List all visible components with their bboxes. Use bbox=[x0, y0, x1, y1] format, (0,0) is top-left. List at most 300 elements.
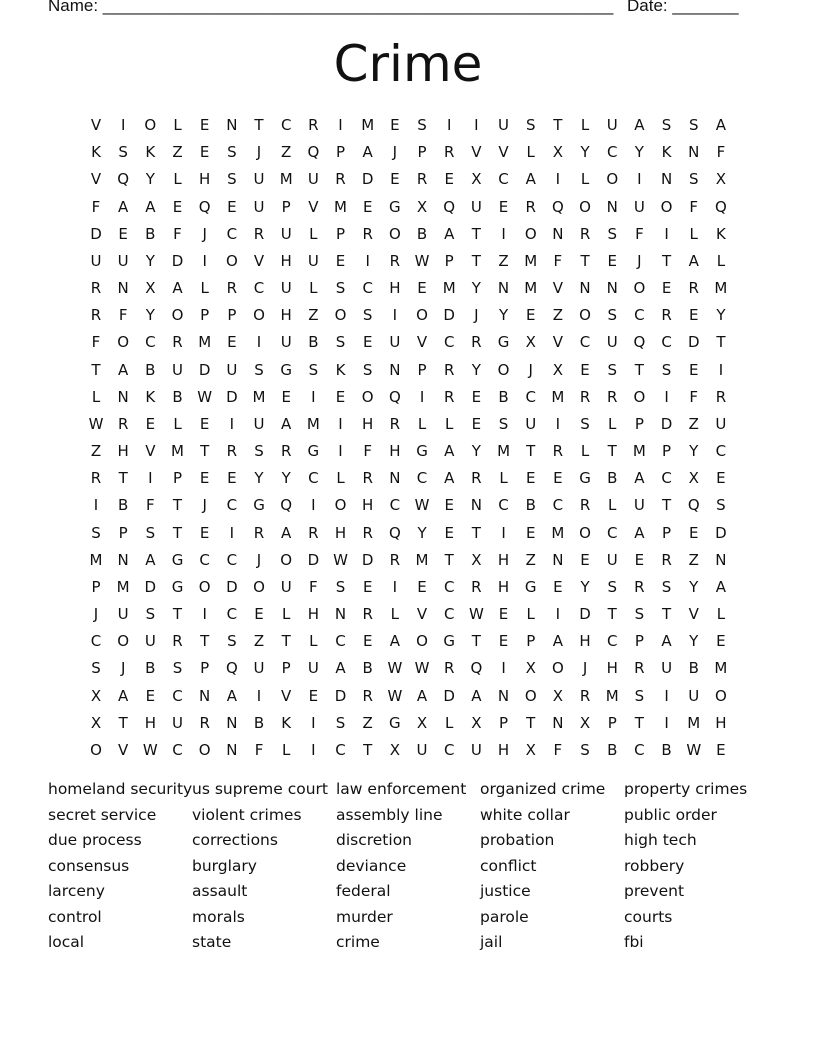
grid-letter: E bbox=[661, 279, 672, 298]
grid-letter: C bbox=[443, 577, 455, 596]
grid-letter: P bbox=[91, 577, 101, 596]
grid-letter: U bbox=[715, 414, 727, 433]
grid-letter: L bbox=[173, 116, 182, 134]
grid-letter: I bbox=[120, 116, 126, 134]
grid-letter: P bbox=[526, 632, 536, 651]
grid-letter: I bbox=[148, 469, 153, 488]
grid-letter: N bbox=[389, 360, 401, 379]
grid-letter: O bbox=[524, 686, 537, 705]
grid-letter: D bbox=[660, 414, 673, 433]
grid-letter: D bbox=[171, 251, 184, 270]
grid-letter: X bbox=[525, 659, 536, 678]
grid-letter: I bbox=[446, 116, 452, 134]
grid-letter: C bbox=[634, 740, 645, 759]
grid-letter: U bbox=[253, 170, 265, 189]
grid-letter: O bbox=[579, 306, 591, 325]
grid-letter: Y bbox=[580, 143, 590, 162]
grid-letter: E bbox=[417, 279, 427, 298]
grid-letter: M bbox=[551, 523, 565, 542]
grid-letter: R bbox=[308, 523, 319, 542]
grid-letter: G bbox=[416, 442, 428, 461]
word-bank-item: violent crimes bbox=[192, 805, 302, 824]
grid-letter: L bbox=[499, 469, 508, 488]
grid-letter: U bbox=[633, 197, 645, 216]
grid-letter: N bbox=[606, 279, 618, 298]
grid-letter: E bbox=[688, 360, 699, 379]
word-bank-item: property crimes bbox=[624, 780, 748, 798]
grid-letter: U bbox=[661, 659, 673, 678]
grid-letter: E bbox=[254, 605, 264, 624]
grid-letter: V bbox=[90, 116, 102, 134]
grid-letter: O bbox=[117, 632, 130, 651]
grid-letter: R bbox=[389, 251, 401, 270]
grid-letter: Q bbox=[307, 143, 320, 162]
grid-letter: N bbox=[117, 550, 129, 569]
grid-letter: F bbox=[118, 306, 128, 325]
grid-letter: T bbox=[254, 116, 264, 134]
grid-letter: U bbox=[144, 632, 156, 651]
grid-letter: T bbox=[471, 251, 481, 270]
grid-letter: B bbox=[253, 713, 265, 732]
grid-letter: X bbox=[552, 686, 564, 705]
grid-letter: C bbox=[634, 306, 645, 325]
grid-letter: H bbox=[497, 577, 510, 596]
grid-letter: B bbox=[525, 496, 536, 515]
grid-letter: E bbox=[118, 224, 128, 243]
grid-letter: H bbox=[389, 442, 401, 461]
grid-letter: N bbox=[552, 550, 564, 569]
word-bank-item: robbery bbox=[624, 856, 685, 875]
word-bank-item: assault bbox=[192, 882, 248, 900]
grid-letter: N bbox=[552, 713, 564, 732]
grid-letter: J bbox=[120, 659, 126, 678]
grid-letter: E bbox=[498, 197, 509, 216]
grid-letter: C bbox=[308, 469, 319, 488]
grid-letter: E bbox=[498, 632, 509, 651]
grid-letter: E bbox=[716, 469, 726, 488]
grid-letter: M bbox=[198, 333, 212, 352]
grid-letter: D bbox=[361, 550, 374, 569]
grid-letter: T bbox=[118, 713, 128, 732]
grid-letter: K bbox=[145, 143, 156, 162]
grid-letter: I bbox=[311, 740, 316, 759]
grid-letter: T bbox=[172, 496, 183, 515]
grid-letter: Q bbox=[443, 197, 456, 216]
word-bank-item: fbi bbox=[624, 933, 644, 951]
grid-letter: O bbox=[117, 333, 130, 352]
grid-letter: R bbox=[362, 469, 373, 488]
grid-letter: M bbox=[306, 414, 320, 433]
grid-letter: Z bbox=[688, 414, 699, 433]
grid-letter: R bbox=[199, 713, 210, 732]
grid-letter: U bbox=[280, 279, 292, 298]
grid-letter: D bbox=[687, 333, 700, 352]
grid-letter: L bbox=[200, 279, 209, 298]
grid-letter: S bbox=[118, 143, 128, 162]
grid-letter: E bbox=[227, 197, 237, 216]
grid-letter: K bbox=[661, 143, 672, 162]
grid-letter: N bbox=[497, 279, 510, 298]
grid-letter: I bbox=[501, 523, 506, 542]
grid-letter: C bbox=[606, 523, 618, 542]
grid-letter: B bbox=[607, 469, 618, 488]
grid-letter: E bbox=[716, 740, 726, 759]
grid-letter: Q bbox=[715, 197, 727, 216]
word-bank-item: local bbox=[48, 933, 85, 951]
word-bank-item: parole bbox=[480, 907, 529, 926]
grid-letter: S bbox=[607, 360, 617, 379]
grid-letter: R bbox=[471, 333, 482, 352]
grid-letter: S bbox=[145, 523, 156, 542]
grid-letter: O bbox=[633, 279, 646, 298]
grid-letter: G bbox=[171, 577, 184, 596]
grid-letter: U bbox=[226, 360, 238, 379]
grid-letter: L bbox=[716, 605, 726, 624]
grid-letter: C bbox=[226, 224, 238, 243]
grid-letter: E bbox=[607, 251, 617, 270]
grid-letter: Y bbox=[471, 360, 481, 379]
grid-letter: I bbox=[311, 713, 316, 732]
grid-letter: U bbox=[307, 170, 319, 189]
grid-letter: E bbox=[525, 523, 536, 542]
grid-letter: D bbox=[144, 577, 157, 596]
grid-letter: V bbox=[253, 251, 265, 270]
grid-letter: I bbox=[338, 116, 343, 134]
grid-letter: M bbox=[116, 577, 130, 596]
grid-letter: E bbox=[390, 170, 400, 189]
grid-letter: P bbox=[634, 414, 644, 433]
grid-letter: W bbox=[197, 387, 213, 406]
grid-letter: Q bbox=[198, 197, 211, 216]
grid-letter: T bbox=[471, 523, 481, 542]
grid-letter: L bbox=[580, 442, 590, 461]
grid-letter: N bbox=[334, 605, 347, 624]
grid-letter: H bbox=[280, 306, 292, 325]
grid-letter: L bbox=[309, 279, 318, 298]
grid-letter: S bbox=[362, 306, 373, 325]
grid-letter: U bbox=[117, 251, 129, 270]
grid-letter: T bbox=[661, 496, 672, 515]
grid-letter: T bbox=[607, 442, 617, 461]
grid-letter: Q bbox=[633, 333, 646, 352]
grid-letter: Z bbox=[172, 143, 183, 162]
grid-letter: E bbox=[444, 496, 454, 515]
grid-letter: U bbox=[606, 333, 618, 352]
word-bank-item: assembly line bbox=[336, 805, 443, 824]
grid-letter: J bbox=[637, 251, 642, 270]
grid-letter: R bbox=[443, 360, 455, 379]
grid-letter: A bbox=[715, 116, 727, 134]
grid-letter: I bbox=[229, 414, 235, 433]
grid-letter: O bbox=[253, 306, 265, 325]
grid-letter: P bbox=[335, 143, 346, 162]
grid-letter: P bbox=[607, 713, 617, 732]
grid-letter: H bbox=[606, 659, 618, 678]
grid-letter: Y bbox=[145, 251, 155, 270]
grid-letter: O bbox=[198, 577, 211, 596]
grid-letter: N bbox=[226, 116, 238, 134]
grid-letter: O bbox=[715, 686, 727, 705]
grid-letter: J bbox=[202, 496, 207, 515]
grid-letter: G bbox=[280, 360, 292, 379]
grid-letter: S bbox=[498, 414, 509, 433]
grid-letter: U bbox=[470, 740, 482, 759]
grid-letter: E bbox=[688, 523, 699, 542]
grid-letter: N bbox=[226, 740, 238, 759]
grid-letter: Z bbox=[552, 306, 564, 325]
grid-letter: F bbox=[553, 740, 563, 759]
grid-letter: T bbox=[172, 605, 183, 624]
grid-letter: S bbox=[580, 414, 590, 433]
grid-letter: S bbox=[661, 360, 672, 379]
grid-letter: B bbox=[607, 740, 618, 759]
grid-letter: R bbox=[471, 469, 482, 488]
grid-letter: R bbox=[661, 550, 672, 569]
grid-letter: A bbox=[634, 523, 645, 542]
grid-letter: E bbox=[172, 197, 183, 216]
grid-letter: I bbox=[637, 170, 642, 189]
word-bank-item: prevent bbox=[624, 882, 685, 900]
grid-letter: C bbox=[335, 740, 346, 759]
grid-letter: V bbox=[498, 143, 509, 162]
grid-letter: V bbox=[145, 442, 156, 461]
grid-letter: J bbox=[392, 143, 398, 162]
grid-letter: C bbox=[226, 496, 238, 515]
grid-letter: Y bbox=[716, 306, 726, 325]
grid-letter: O bbox=[144, 116, 157, 134]
grid-letter: K bbox=[281, 713, 292, 732]
grid-letter: A bbox=[634, 469, 645, 488]
grid-letter: T bbox=[172, 523, 183, 542]
grid-letter: L bbox=[608, 496, 617, 515]
grid-letter: P bbox=[172, 469, 183, 488]
grid-letter: V bbox=[308, 197, 319, 216]
grid-letter: G bbox=[524, 577, 537, 596]
grid-letter: P bbox=[634, 632, 644, 651]
grid-letter: L bbox=[526, 605, 535, 624]
grid-letter: W bbox=[468, 605, 484, 624]
grid-letter: P bbox=[200, 659, 210, 678]
word-bank-item: us supreme court bbox=[192, 780, 328, 798]
grid-letter: T bbox=[444, 550, 454, 569]
grid-letter: S bbox=[607, 577, 617, 596]
grid-letter: O bbox=[660, 197, 673, 216]
grid-letter: W bbox=[142, 740, 158, 759]
word-bank-item: probation bbox=[480, 831, 555, 849]
word-bank-item: corrections bbox=[192, 831, 278, 849]
grid-letter: M bbox=[632, 442, 646, 461]
grid-letter: O bbox=[497, 360, 510, 379]
grid-letter: E bbox=[199, 469, 210, 488]
grid-letter: A bbox=[444, 224, 455, 243]
grid-letter: I bbox=[555, 170, 561, 189]
grid-letter: L bbox=[282, 605, 291, 624]
word-bank-item: courts bbox=[624, 907, 673, 926]
grid-letter: U bbox=[633, 496, 645, 515]
grid-letter: M bbox=[524, 251, 538, 270]
grid-letter: R bbox=[715, 387, 727, 406]
grid-letter: N bbox=[715, 550, 727, 569]
grid-letter: X bbox=[471, 550, 482, 569]
grid-letter: C bbox=[552, 496, 564, 515]
grid-letter: O bbox=[606, 170, 619, 189]
grid-letter: Z bbox=[688, 550, 699, 569]
grid-letter: F bbox=[173, 224, 182, 243]
grid-letter: K bbox=[145, 387, 156, 406]
grid-letter: X bbox=[90, 686, 102, 705]
grid-letter: O bbox=[253, 577, 265, 596]
grid-letter: K bbox=[715, 224, 726, 243]
grid-letter: M bbox=[687, 713, 701, 732]
grid-letter: J bbox=[93, 605, 99, 624]
grid-letter: Y bbox=[145, 170, 155, 189]
grid-letter: L bbox=[445, 414, 454, 433]
grid-letter: I bbox=[365, 251, 370, 270]
grid-letter: Y bbox=[471, 279, 481, 298]
grid-letter: Q bbox=[225, 659, 238, 678]
grid-letter: B bbox=[308, 333, 319, 352]
grid-letter: C bbox=[199, 550, 210, 569]
grid-letter: U bbox=[117, 605, 129, 624]
grid-letter: L bbox=[336, 469, 345, 488]
grid-letter: R bbox=[607, 387, 618, 406]
grid-letter: H bbox=[144, 713, 156, 732]
grid-letter: R bbox=[525, 197, 536, 216]
grid-letter: G bbox=[389, 197, 401, 216]
grid-letter: I bbox=[256, 686, 262, 705]
grid-letter: Z bbox=[253, 632, 265, 651]
grid-letter: A bbox=[552, 632, 563, 651]
grid-letter: T bbox=[526, 442, 536, 461]
grid-letter: F bbox=[91, 333, 101, 352]
grid-letter: E bbox=[199, 523, 210, 542]
grid-letter: K bbox=[335, 360, 346, 379]
grid-letter: E bbox=[145, 414, 156, 433]
grid-letter: A bbox=[715, 577, 727, 596]
grid-letter: O bbox=[524, 224, 537, 243]
grid-letter: T bbox=[471, 632, 481, 651]
grid-letter: S bbox=[688, 116, 699, 134]
grid-letter: X bbox=[552, 360, 564, 379]
grid-letter: P bbox=[118, 523, 128, 542]
grid-letter: C bbox=[226, 550, 238, 569]
grid-letter: N bbox=[117, 279, 129, 298]
grid-letter: A bbox=[444, 469, 455, 488]
grid-letter: R bbox=[634, 577, 645, 596]
grid-letter: L bbox=[309, 224, 318, 243]
grid-letter: I bbox=[718, 360, 724, 379]
grid-letter: A bbox=[118, 197, 129, 216]
grid-letter: A bbox=[118, 360, 129, 379]
grid-letter: T bbox=[281, 632, 291, 651]
grid-letter: L bbox=[173, 170, 182, 189]
grid-letter: F bbox=[553, 251, 563, 270]
word-bank-item: burglary bbox=[192, 856, 257, 875]
grid-letter: D bbox=[198, 360, 211, 379]
grid-letter: I bbox=[501, 224, 506, 243]
grid-letter: A bbox=[281, 414, 292, 433]
grid-letter: N bbox=[199, 686, 211, 705]
grid-letter: W bbox=[414, 251, 430, 270]
grid-letter: E bbox=[335, 251, 346, 270]
grid-letter: I bbox=[202, 605, 207, 624]
grid-letter: N bbox=[579, 279, 591, 298]
grid-letter: R bbox=[552, 442, 564, 461]
grid-letter: U bbox=[280, 333, 292, 352]
grid-letter: R bbox=[226, 279, 238, 298]
grid-letter: R bbox=[579, 496, 591, 515]
grid-letter: E bbox=[281, 387, 291, 406]
grid-letter: E bbox=[199, 116, 210, 134]
grid-letter: W bbox=[414, 659, 430, 678]
grid-letter: X bbox=[579, 713, 591, 732]
word-bank-item: discretion bbox=[336, 831, 413, 849]
grid-letter: N bbox=[389, 469, 401, 488]
grid-letter: X bbox=[90, 713, 102, 732]
grid-letter: D bbox=[715, 523, 727, 542]
grid-letter: X bbox=[471, 713, 482, 732]
grid-letter: B bbox=[172, 387, 183, 406]
grid-letter: H bbox=[715, 713, 727, 732]
grid-letter: S bbox=[607, 306, 617, 325]
date-field-line: Date: _______ bbox=[627, 0, 739, 15]
grid-letter: L bbox=[173, 414, 182, 433]
grid-letter: W bbox=[88, 414, 104, 433]
grid-letter: Z bbox=[281, 143, 292, 162]
grid-letter: U bbox=[525, 414, 537, 433]
grid-letter: H bbox=[334, 523, 347, 542]
grid-letter: H bbox=[307, 605, 319, 624]
grid-letter: A bbox=[634, 116, 645, 134]
grid-letter: W bbox=[333, 550, 348, 569]
grid-letter: I bbox=[555, 414, 561, 433]
grid-letter: D bbox=[307, 550, 320, 569]
grid-letter: E bbox=[553, 469, 563, 488]
grid-letter: I bbox=[338, 442, 343, 461]
grid-letter: R bbox=[389, 550, 401, 569]
grid-letter: A bbox=[389, 632, 400, 651]
grid-letter: C bbox=[145, 333, 156, 352]
grid-letter: T bbox=[634, 713, 644, 732]
grid-letter: U bbox=[389, 333, 401, 352]
grid-letter: O bbox=[551, 659, 564, 678]
grid-letter: C bbox=[498, 496, 509, 515]
grid-letter: Q bbox=[280, 496, 293, 515]
grid-letter: F bbox=[146, 496, 155, 515]
grid-letter: O bbox=[198, 740, 211, 759]
grid-letter: R bbox=[172, 333, 183, 352]
grid-letter: M bbox=[334, 197, 347, 216]
grid-letter: N bbox=[497, 686, 510, 705]
grid-letter: F bbox=[689, 197, 699, 216]
grid-letter: M bbox=[415, 550, 429, 569]
grid-letter: R bbox=[579, 686, 591, 705]
grid-letter: A bbox=[172, 279, 183, 298]
grid-letter: U bbox=[606, 116, 618, 134]
grid-letter: G bbox=[253, 496, 265, 515]
grid-letter: G bbox=[171, 550, 184, 569]
grid-letter: P bbox=[662, 523, 672, 542]
grid-letter: V bbox=[688, 605, 699, 624]
grid-letter: U bbox=[172, 713, 183, 732]
word-bank-item: public order bbox=[624, 805, 717, 824]
grid-letter: V bbox=[90, 170, 102, 189]
grid-letter: R bbox=[226, 442, 238, 461]
grid-letter: S bbox=[254, 442, 264, 461]
grid-letter: E bbox=[471, 387, 482, 406]
grid-letter: U bbox=[253, 414, 265, 433]
grid-letter: S bbox=[335, 713, 346, 732]
